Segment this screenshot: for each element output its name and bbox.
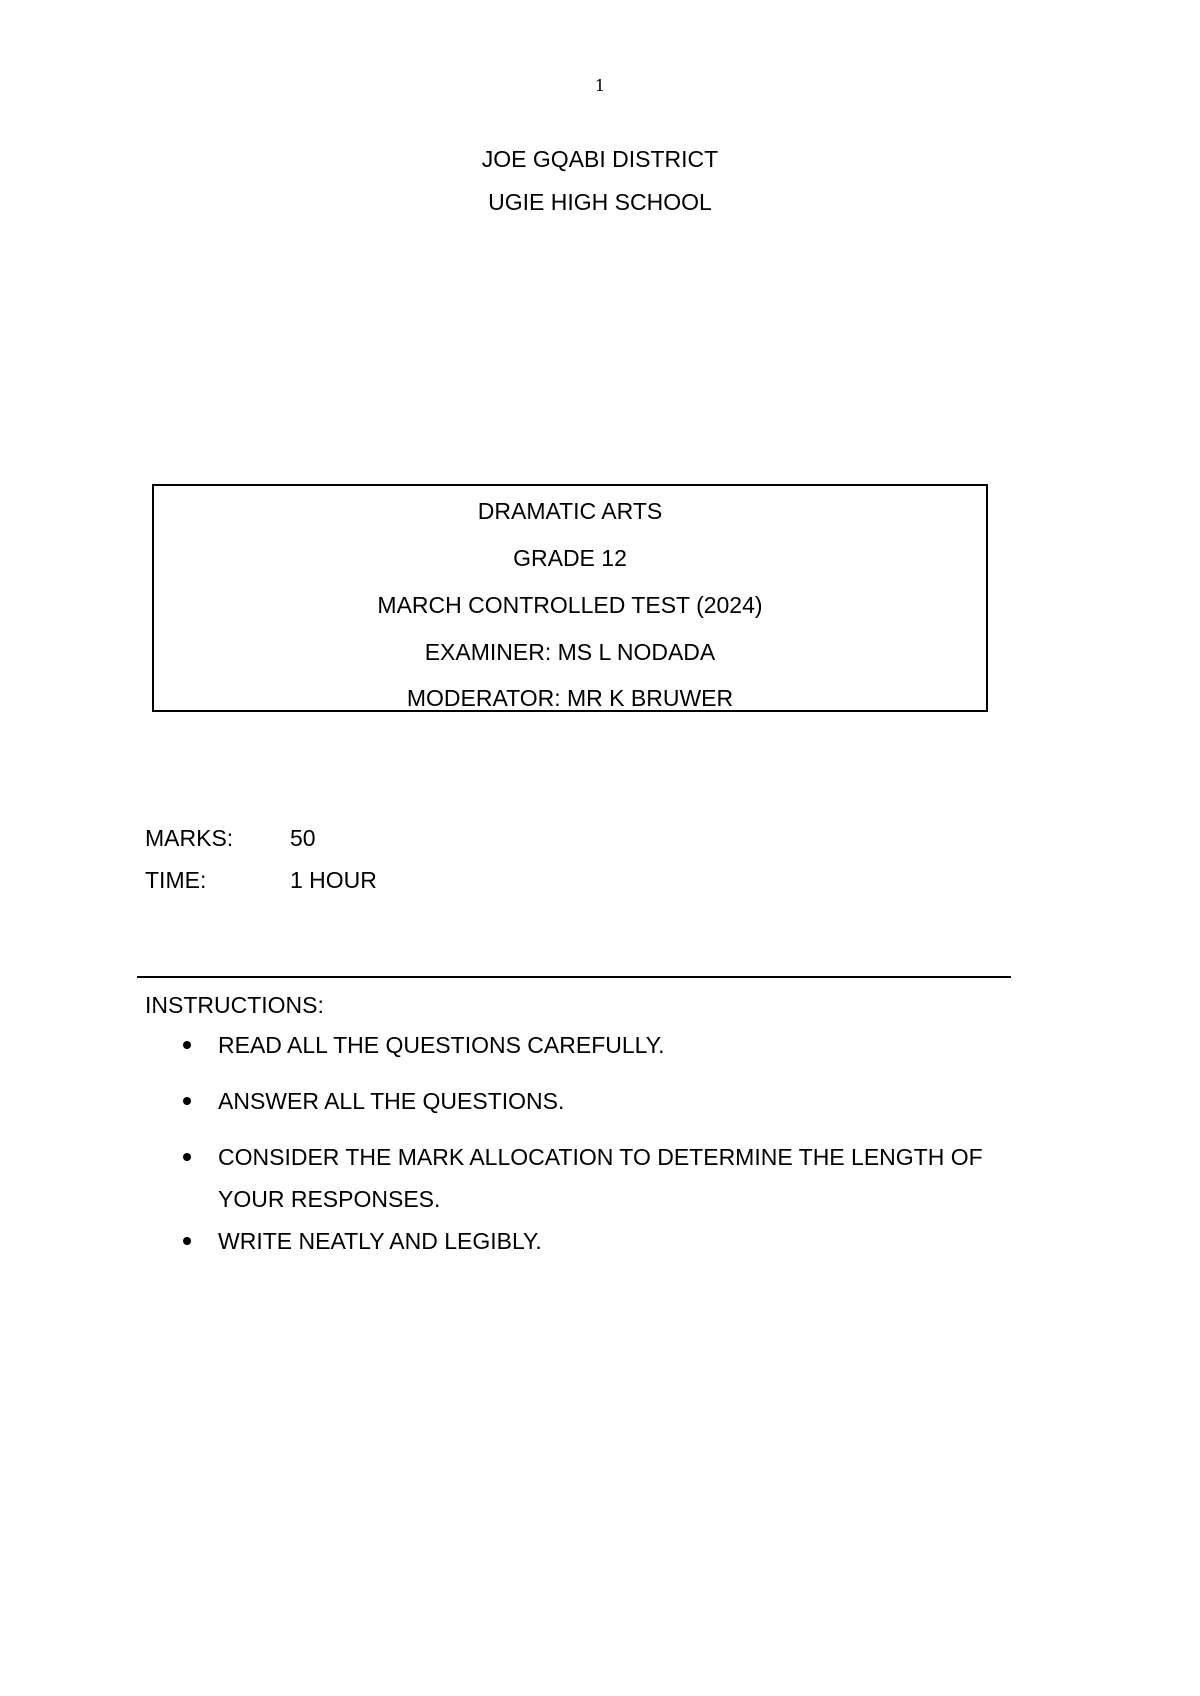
instructions-title: INSTRUCTIONS: [145,992,324,1018]
bullet-icon [183,1097,191,1105]
exam-details-box [152,484,988,712]
school-heading: UGIE HIGH SCHOOL [488,189,712,215]
grade-label: GRADE 12 [513,545,627,571]
marks-value: 50 [290,825,316,851]
subject-title: DRAMATIC ARTS [477,498,663,524]
examiner-line: EXAMINER: MS L NODADA [424,639,716,665]
moderator-line: MODERATOR: MR K BRUWER [406,685,734,711]
bullet-icon [183,1153,191,1161]
bullet-icon [183,1041,191,1049]
instruction-item: CONSIDER THE MARK ALLOCATION TO DETERMINE THE LENGTH OF YOUR RESPONSES. [218,1144,983,1212]
instruction-item: READ ALL THE QUESTIONS CAREFULLY. [218,1032,665,1058]
page-number: 1 [594,76,606,95]
instruction-item: WRITE NEATLY AND LEGIBLY. [218,1228,542,1254]
district-heading: JOE GQABI DISTRICT [481,146,719,172]
bullet-icon [183,1237,191,1245]
instruction-item: ANSWER ALL THE QUESTIONS. [218,1088,565,1114]
marks-label: MARKS: [145,825,234,851]
divider-line [137,976,1011,978]
test-title: MARCH CONTROLLED TEST (2024) [377,592,763,618]
time-label: TIME: [145,867,207,893]
time-value: 1 HOUR [290,867,377,893]
